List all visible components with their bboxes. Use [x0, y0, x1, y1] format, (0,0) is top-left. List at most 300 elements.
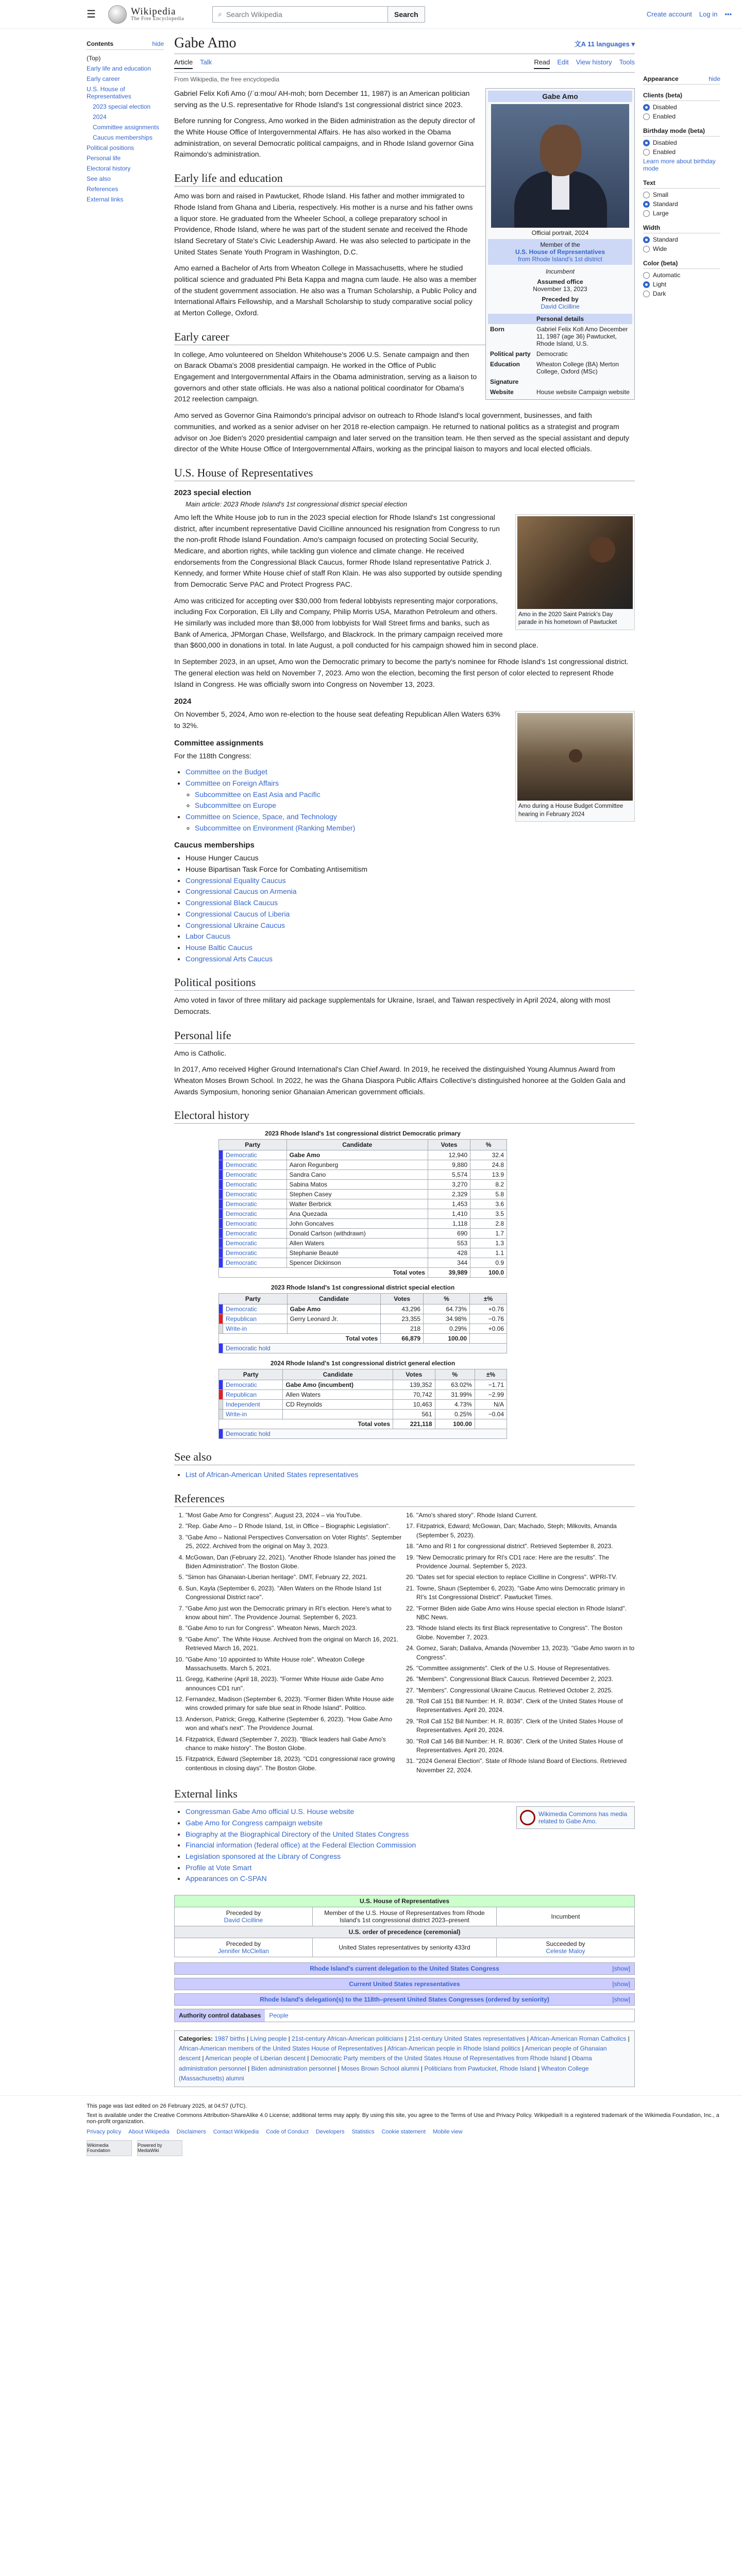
radio-icon [643, 149, 650, 156]
footer-link[interactable]: Code of Conduct [266, 2128, 309, 2135]
radio-icon [643, 140, 650, 146]
photo-caption: Official portrait, 2024 [531, 229, 589, 236]
infobox-row [488, 349, 632, 359]
party-cell[interactable]: Write-in [223, 1324, 288, 1334]
globe-icon [108, 5, 127, 24]
total-percent: 100.00 [424, 1334, 470, 1344]
reference-item[interactable]: 21. Towne, Shaun (September 6, 2023). "Gabe Amo wins Democratic primary in RI's 1st Congressional District". Pawtucket Times. [416, 1584, 635, 1602]
tab-article[interactable]: Article [174, 58, 193, 69]
succession-box: U.S. House of Representatives Preceded by David Cicilline Member of the U.S. House of Representatives from Rhode Island's 1st congressional district 2023–present Incumbent U.S. order of precedence (ceremonial) Preceded by Jennifer McClellan United States representatives by seniority 433rd Succeeded by Celeste Maloy [174, 1895, 635, 1957]
option-label: Small [653, 191, 669, 198]
party-color-swatch [219, 1170, 223, 1180]
tab-edit[interactable]: Edit [557, 58, 569, 66]
party-color-swatch [219, 1314, 223, 1324]
candidate-cell: CD Reynolds [283, 1400, 393, 1410]
official-portrait[interactable] [491, 104, 629, 228]
category-link[interactable]: Living people [250, 2035, 287, 2043]
color-option[interactable] [643, 290, 720, 297]
party-cell[interactable]: Democratic [223, 1258, 287, 1268]
candidate-cell: Ana Quezada [286, 1209, 428, 1219]
party-cell[interactable]: Republican [223, 1314, 288, 1324]
votes-cell: 9,880 [428, 1160, 470, 1170]
candidate-cell [283, 1410, 393, 1419]
category-link[interactable]: Democratic Party members of the United States House of Representatives from Rhode Island [310, 2055, 567, 2062]
reference-item[interactable]: 11. Gregg, Katherine (April 18, 2023). "Former White House aide Gabe Amo announces CD1 run". [185, 1675, 404, 1693]
reference-item[interactable]: 28. "Roll Call 151 Bill Number: H. R. 8034". Clerk of the United States House of Representatives. April 20, 2024. [416, 1697, 635, 1715]
subcommittee-link[interactable]: Subcommittee on Environment (Ranking Member) [195, 823, 356, 832]
subcommittee-link[interactable]: Subcommittee on Europe [195, 801, 276, 810]
section-heading: Early career [174, 330, 635, 345]
prefs-option[interactable] [643, 148, 720, 156]
parade-photo[interactable] [517, 516, 633, 609]
section-heading: External links [174, 1787, 635, 1802]
election-header: % [435, 1369, 475, 1380]
category-link[interactable]: Moses Brown School alumni [341, 2064, 419, 2072]
footer-link[interactable]: Mobile view [433, 2128, 463, 2135]
candidate-cell: Allen Waters [283, 1390, 393, 1400]
commons-icon [520, 1810, 535, 1825]
party-cell[interactable]: Write-in [223, 1410, 283, 1419]
footer-badge[interactable]: Wikimedia Foundation [87, 2140, 132, 2156]
reference-item[interactable]: 31. "2024 General Election". State of Rhode Island Board of Elections. Retrieved November 22, 2024. [416, 1757, 635, 1775]
footer-link[interactable]: Privacy policy [87, 2128, 122, 2135]
votes-cell: 344 [428, 1258, 470, 1268]
radio-icon [643, 210, 650, 217]
subsection-heading: Caucus memberships [174, 841, 255, 850]
toc-item[interactable]: 2023 special election [93, 103, 151, 110]
paragraph: Amo was born and raised in Pawtucket, Rhode Island. His father and mother immigrated to Rhode Island from Ghana and Liberia, respectively. His mother is a nurse and his father owns a liquor store. He graduated from the Wheeler School, a college preparatory school in Providence, Rhode Island, where he was part of the student senate and received the Rhode Island Secretary of State's Civic Leadership Award. He was also selected to participate in the United States Senate Youth Program in Washington, D.C. [174, 192, 473, 256]
votes-cell: 218 [381, 1324, 424, 1334]
percent-cell: 31.99% [435, 1390, 475, 1400]
navbox-show-button[interactable]: [show] [612, 1996, 630, 2004]
infobox-row-label: Born [490, 326, 504, 333]
reference-item[interactable]: 10. "Gabe Amo '10 appointed to White House role". Wheaton College Massachusetts. March 5, 2021. [185, 1655, 404, 1673]
total-row [219, 1268, 507, 1278]
election-row [219, 1410, 507, 1419]
reference-item[interactable]: 2. "Rep. Gabe Amo – D Rhode Island, 1st, in Office – Biographic Legislation". [185, 1522, 404, 1531]
infobox-row [488, 387, 632, 397]
election-caption: 2024 Rhode Island's 1st congressional district general election [270, 1360, 456, 1367]
category-link[interactable]: African-American people in Rhode Island politics [387, 2045, 520, 2053]
toc-item[interactable]: (Top) [87, 55, 101, 62]
reference-item[interactable]: 24. Gomez, Sarah; Dallalva, Amanda (November 13, 2023). "Gabe Amo sworn in to Congress". [416, 1644, 635, 1662]
caucus-item [185, 931, 635, 942]
hold-label[interactable]: Democratic hold [223, 1429, 507, 1439]
predecessor-link[interactable]: David Cicilline [541, 303, 580, 310]
percent-cell: 34.98% [424, 1314, 470, 1324]
election-header: ±% [475, 1369, 507, 1380]
category-link[interactable]: Politicians from Pawtucket, Rhode Island [424, 2064, 536, 2072]
office-band: Member of the U.S. House of Representatives from Rhode Island's 1st district [488, 239, 632, 265]
tab-view-history[interactable]: View history [576, 58, 612, 66]
infobox-name: Gabe Amo [488, 91, 632, 102]
learn-more-link[interactable]: Learn more about birthday mode [643, 158, 716, 172]
reference-item[interactable]: 22. "Former Biden aide Gabe Amo wins House special election in Rhode Island". NBC News. [416, 1604, 635, 1622]
caucus-item [185, 954, 635, 965]
votes-cell: 1,410 [428, 1209, 470, 1219]
radio-icon [643, 272, 650, 279]
reference-item[interactable]: 3. "Gabe Amo – National Perspectives Conversation on Voter Rights". September 25, 2022. Archived from the original on May 3, 2023. [185, 1533, 404, 1551]
navbox-title [175, 1963, 634, 1974]
party-cell[interactable]: Democratic [223, 1170, 287, 1180]
total-label: Total votes [219, 1268, 428, 1278]
party-color-swatch [219, 1344, 223, 1353]
paragraph: Amo was criticized for accepting over $30,000 from federal lobbyists representing major corporations, including Fox Corporation, Eli Lilly and Company, Philip Morris USA, Marathon Petroleum and others. He similarly was included more than $8,000 from lobbyists for Wall Street firms and banks, such as Bank of America, JPMorgan Chase, Wellsfargo, and Blackrock. In the primary campaign received more than $600,000 in donations in total. In late August, a poll conducted for his campaign showed him in second place. [174, 596, 538, 650]
toc-item[interactable]: References [87, 185, 119, 193]
percent-cell: 8.2 [470, 1180, 507, 1190]
caucus-item [185, 864, 635, 875]
hold-row [219, 1344, 507, 1353]
reference-item[interactable]: 5. "Simon has Ghanaian-Liberian heritage". DMT, February 22, 2021. [185, 1573, 404, 1582]
percent-cell: 0.25% [435, 1410, 475, 1419]
see-also-link[interactable]: List of African-American United States representatives [185, 1470, 359, 1479]
party-color-swatch [219, 1380, 223, 1390]
footer-link[interactable]: Developers [315, 2128, 345, 2135]
committee-link[interactable]: Committee on Foreign Affairs [185, 778, 279, 787]
tab-tools[interactable]: Tools [619, 58, 635, 66]
percent-cell: 0.9 [470, 1258, 507, 1268]
percent-cell: 0.29% [424, 1324, 470, 1334]
toc-item[interactable]: See also [87, 175, 111, 182]
infobox-row [488, 324, 632, 349]
language-button[interactable]: 文A 11 languages ▾ [574, 40, 635, 48]
width-option[interactable] [643, 236, 720, 243]
caucus-link[interactable]: House Baltic Caucus [185, 943, 252, 952]
caucus-link[interactable]: Congressional Arts Caucus [185, 954, 273, 963]
caucus-item [185, 942, 635, 954]
party-cell[interactable]: Democratic [223, 1150, 287, 1160]
party-color-swatch [219, 1258, 223, 1268]
toc-item[interactable]: Committee assignments [93, 124, 159, 131]
radio-icon [643, 246, 650, 252]
votes-cell: 690 [428, 1229, 470, 1239]
party-color-swatch [219, 1324, 223, 1334]
license-text: Text is available under the Creative Commons Attribution-ShareAlike 4.0 License; additional terms may apply. By using this site, you agree to the Terms of Use and Privacy Policy. Wikipedia® is a registered trademark of the Wikimedia Foundation, Inc., a non-profit organization. [87, 2112, 719, 2125]
party-cell[interactable]: Democratic [223, 1199, 287, 1209]
party-color-swatch [219, 1239, 223, 1248]
election-caption: 2023 Rhode Island's 1st congressional district special election [271, 1284, 455, 1292]
reference-item[interactable]: 9. "Gabe Amo". The White House. Archived from the original on March 16, 2021. Retrieved March 16, 2021. [185, 1635, 404, 1653]
reference-item[interactable]: 29. "Roll Call 152 Bill Number: H. R. 8035". Clerk of the United States House of Representatives. April 20, 2024. [416, 1717, 635, 1735]
category-links: Categories: 1987 births | Living people | 21st-century African-American politicians | 21st-century United States representatives | African-American Roman Catholics | African-American members of the United States House of Representatives | African-American people in Rhode Island politics | American people of Ghanaian descent | American people of Liberian descent | Democratic Party members of the United States House of Representatives from Rhode Island | Obama administration personnel | Biden administration personnel | Moses Brown School alumni | Politicians from Pawtucket, Rhode Island | Wheaton College (Massachusetts) alumni [174, 2030, 635, 2087]
category-link[interactable]: Obama administration personnel [179, 2055, 592, 2072]
external-link-item [185, 1829, 635, 1840]
caucus-link[interactable]: Congressional Caucus on Armenia [185, 887, 297, 896]
party-cell[interactable]: Democratic [223, 1209, 287, 1219]
prefs-option[interactable] [643, 139, 720, 146]
reference-item[interactable]: 27. "Members". Congressional Ukraine Caucus. Retrieved October 2, 2025. [416, 1686, 635, 1695]
succession-header: U.S. House of Representatives [175, 1895, 635, 1907]
text-option[interactable] [643, 210, 720, 217]
party-cell[interactable]: Democratic [223, 1160, 287, 1170]
reference-item[interactable]: 19. "New Democratic primary for RI's CD1 race: Here are the results". The Providence Journal. September 5, 2023. [416, 1553, 635, 1571]
caucus-link[interactable]: Congressional Black Caucus [185, 899, 278, 907]
main-menu-icon[interactable]: ☰ [87, 9, 96, 20]
party-color-swatch [219, 1160, 223, 1170]
external-link[interactable]: Profile at Vote Smart [185, 1863, 252, 1872]
header-link[interactable]: Create account [646, 10, 692, 18]
reference-item[interactable]: 4. McGowan, Dan (February 22, 2021). "Another Rhode Islander has joined the Biden Administration". The Boston Globe. [185, 1553, 404, 1571]
party-cell[interactable]: Democratic [223, 1248, 287, 1258]
toc-item[interactable]: Early career [87, 75, 120, 82]
footer-link[interactable]: Statistics [351, 2128, 375, 2135]
percent-cell: 1.7 [470, 1229, 507, 1239]
category-link[interactable]: American people of Ghanaian descent [179, 2045, 607, 2062]
votes-cell: 23,355 [381, 1314, 424, 1324]
hatnote[interactable]: Main article: 2023 Rhode Island's 1st congressional district special election [185, 500, 408, 508]
party-cell[interactable]: Democratic [223, 1190, 287, 1199]
header-link[interactable]: ••• [724, 10, 732, 18]
clients-option[interactable] [643, 104, 720, 111]
election-row [219, 1304, 507, 1314]
party-cell[interactable]: Democratic [223, 1304, 288, 1314]
option-label: Disabled [653, 139, 677, 146]
external-link[interactable]: Legislation sponsored at the Library of Congress [185, 1852, 341, 1860]
option-label: Standard [653, 200, 678, 208]
reference-item[interactable]: 26. "Members". Congressional Black Caucus. Retrieved December 2, 2023. [416, 1675, 635, 1684]
option-label: Wide [653, 245, 667, 252]
candidate-cell: Aaron Regunberg [286, 1160, 428, 1170]
footer-link[interactable]: Contact Wikipedia [213, 2128, 259, 2135]
text-option[interactable] [643, 200, 720, 208]
party-cell[interactable]: Democratic [223, 1239, 287, 1248]
reference-item[interactable]: 25. "Committee assignments". Clerk of the U.S. House of Representatives. [416, 1664, 635, 1673]
candidate-cell: Gabe Amo [287, 1304, 381, 1314]
section-heading: See also [174, 1450, 635, 1465]
election-header: Party [219, 1369, 283, 1380]
election-row [219, 1180, 507, 1190]
party-color-swatch [219, 1199, 223, 1209]
section-heading: U.S. House of Representatives [174, 466, 635, 481]
toc-item[interactable]: Personal life [87, 155, 121, 162]
text-option[interactable] [643, 191, 720, 198]
category-link[interactable]: African-American members of the United States House of Representatives [179, 2045, 383, 2053]
party-cell[interactable]: Democratic [223, 1229, 287, 1239]
reference-item[interactable]: 6. Sun, Kayla (September 6, 2023). "Allen Waters on the Rhode Island 1st Congressional District race". [185, 1584, 404, 1602]
reference-item[interactable]: 20. "Dates set for special election to replace Cicilline in Congress". WPRI-TV. [416, 1573, 635, 1582]
election-row [219, 1258, 507, 1268]
candidate-cell: Sabina Matos [286, 1180, 428, 1190]
category-link[interactable]: Biden administration personnel [251, 2064, 336, 2072]
appearance-hide-button[interactable]: hide [709, 75, 720, 82]
total-votes: 39,989 [428, 1268, 470, 1278]
color-option[interactable] [643, 281, 720, 288]
caucus-link[interactable]: Congressional Ukraine Caucus [185, 921, 285, 929]
election-tables [174, 1128, 635, 1439]
total-percent: 100.00 [435, 1419, 475, 1429]
caucus-link[interactable]: Labor Caucus [185, 932, 231, 941]
total-row [219, 1419, 507, 1429]
swing-cell: −2.99 [475, 1390, 507, 1400]
swing-cell: −1.71 [475, 1380, 507, 1390]
color-option[interactable] [643, 272, 720, 279]
subsection-heading: 2024 [174, 697, 192, 706]
party-color-swatch [219, 1229, 223, 1239]
navbox-title-text[interactable]: Current United States representatives [349, 1980, 460, 1988]
external-link-item [185, 1862, 635, 1874]
footer-link[interactable]: Disclaimers [176, 2128, 206, 2135]
election-row [219, 1160, 507, 1170]
committee-link[interactable]: Committee on the Budget [185, 768, 267, 776]
reference-list [174, 1511, 635, 1776]
election-row [219, 1314, 507, 1324]
candidate-cell: Sandra Cano [286, 1170, 428, 1180]
navbox [174, 1962, 635, 1975]
see-also-item [185, 1469, 635, 1481]
appearance-panel: Appearance hide Clients (beta) Disabled Enabled Birthday mode (beta) Disabled Enabled Learn more about birthday mode Text Small Standard Large Width Standard Wide Color (beta) Automatic Light Dark [643, 75, 720, 297]
category-link[interactable]: American people of Liberian descent [205, 2055, 306, 2062]
paragraph: Amo earned a Bachelor of Arts from Wheaton College in Massachusetts, where he studied political science and graduated Phi Beta Kappa and magna cum laude. He also was a member of the student government association. He also was a Truman Scholarship, a Public Policy and International Affairs Fellowship, and a Marshall Scholarship to study comparative social policy at Merton College, Oxford. [174, 264, 477, 317]
reference-item[interactable]: 18. "Amo and RI 1 for congressional district". Retrieved September 8, 2023. [416, 1542, 635, 1551]
toc-item[interactable]: 2024 [93, 113, 107, 121]
external-link[interactable]: Congressman Gabe Amo official U.S. House website [185, 1807, 355, 1816]
category-link[interactable]: African-American Roman Catholics [530, 2035, 627, 2043]
header-link[interactable]: Log in [699, 10, 718, 18]
category-link[interactable]: 21st-century United States representatives [408, 2035, 526, 2043]
reference-item[interactable]: 1. "Most Gabe Amo for Congress". August 23, 2024 – via YouTube. [185, 1511, 404, 1520]
hold-label[interactable]: Democratic hold [223, 1344, 507, 1353]
election-row [219, 1209, 507, 1219]
search-button[interactable]: Search [387, 6, 425, 23]
reference-item[interactable]: 16. "Amo's shared story". Rhode Island Current. [416, 1511, 635, 1520]
election-row [219, 1390, 507, 1400]
paragraph: Amo voted in favor of three military aid package supplementals for Ukraine, Israel, and Taiwan respectively in April 2024, along with most Democrats. [174, 996, 611, 1015]
candidate-cell: Spencer Dickinson [286, 1258, 428, 1268]
party-color-swatch [219, 1209, 223, 1219]
infobox-row-label: Website [490, 388, 514, 396]
toc-item[interactable]: External links [87, 196, 124, 203]
tagline: The Free Encyclopedia [131, 16, 184, 22]
party-cell[interactable]: Democratic [223, 1180, 287, 1190]
navbox-title-text[interactable]: Rhode Island's delegation(s) to the 118th–present United States Congresses (ordered by seniority) [260, 1996, 549, 2004]
infobox-row-label: Political party [490, 350, 531, 358]
candidate-cell: Gabe Amo [286, 1150, 428, 1160]
footer-link[interactable]: About Wikipedia [128, 2128, 170, 2135]
total-votes: 221,118 [393, 1419, 435, 1429]
option-label: Dark [653, 290, 666, 297]
search-icon: ⌕ [218, 10, 222, 18]
toc-item[interactable]: Electoral history [87, 165, 131, 172]
party-color-swatch [219, 1429, 223, 1439]
figure-caption: Amo in the 2020 Saint Patrick's Day parade in his hometown of Pawtucket [518, 611, 617, 626]
toc-item[interactable]: U.S. House of Representatives [87, 86, 131, 100]
reference-item[interactable]: 23. "Rhode Island elects its first Black representative to Congress". The Boston Globe. November 7, 2023. [416, 1624, 635, 1642]
radio-icon [643, 201, 650, 208]
party-cell[interactable]: Independent [223, 1400, 283, 1410]
external-link[interactable]: Appearances on C-SPAN [185, 1874, 267, 1883]
width-option[interactable] [643, 245, 720, 252]
subsection-heading: Committee assignments [174, 738, 264, 748]
reference-item[interactable]: 15. Fitzpatrick, Edward (September 18, 2023). "CD1 congressional race growing contentious in closing days". The Boston Globe. [185, 1755, 404, 1773]
toc-item[interactable]: Caucus memberships [93, 134, 153, 141]
votes-cell: 10,463 [393, 1400, 435, 1410]
authority-control: Authority control databases People [174, 2009, 635, 2022]
reference-item[interactable]: 17. Fitzpatrick, Edward; McGowan, Dan; Machado, Steph; Milkovits, Amanda (September 5, 2023). [416, 1522, 635, 1540]
search-input[interactable] [212, 6, 387, 23]
navbox-show-button[interactable]: [show] [612, 1965, 630, 1973]
reference-item[interactable]: 12. Fernandez, Madison (September 6, 2023). "Former Biden White House aide wins crowded primary for safe blue seat in Rhode Island". Politico. [185, 1695, 404, 1713]
footer-badge[interactable]: Powered by MediaWiki [137, 2140, 182, 2156]
election-header: % [424, 1294, 470, 1304]
votes-cell: 139,352 [393, 1380, 435, 1390]
footer-link[interactable]: Cookie statement [381, 2128, 426, 2135]
caucus-link: House Bipartisan Task Force for Combating Antisemitism [185, 865, 367, 874]
percent-cell: 3.5 [470, 1209, 507, 1219]
election-row [219, 1239, 507, 1248]
toc-item[interactable]: Political positions [87, 144, 134, 151]
reference-item[interactable]: 7. "Gabe Amo just won the Democratic primary in RI's election. Here's what to know about him". The Providence Journal. September 6, 2023. [185, 1604, 404, 1622]
candidate-cell [287, 1324, 381, 1334]
subcommittee-link[interactable]: Subcommittee on East Asia and Pacific [195, 790, 321, 799]
option-label: Standard [653, 236, 678, 243]
party-color-swatch [219, 1390, 223, 1400]
infobox-row-value: House website Campaign website [536, 388, 630, 396]
hearing-photo[interactable] [517, 713, 633, 801]
radio-icon [643, 291, 650, 297]
election-row [219, 1219, 507, 1229]
party-cell[interactable]: Democratic [223, 1219, 287, 1229]
caucus-item [185, 920, 635, 931]
external-link[interactable]: Gabe Amo for Congress campaign website [185, 1818, 323, 1827]
reference-item[interactable]: 13. Anderson, Patrick; Gregg, Katherine (September 6, 2023). "How Gabe Amo won and what's next". The Providence Journal. [185, 1715, 404, 1733]
paragraph: In September 2023, in an upset, Amo won the Democratic primary to become the party's nominee for Rhode Island's 1st congressional district. The general election was held on November 7, 2023. Amo won the election, becoming the first person of color elected to represent Rhode Island in Congress. He was officially sworn into Congress on November 13, 2023. [174, 657, 629, 688]
category-link[interactable]: 21st-century African-American politicians [292, 2035, 403, 2043]
see-also-list [174, 1469, 635, 1481]
party-cell[interactable]: Republican [223, 1390, 283, 1400]
reference-item[interactable]: 30. "Roll Call 146 Bill Number: H. R. 8036". Clerk of the United States House of Representatives. April 20, 2024. [416, 1737, 635, 1755]
infobox-row-label: Education [490, 361, 520, 368]
toc-hide-button[interactable]: hide [152, 40, 164, 47]
party-color-swatch [219, 1180, 223, 1190]
radio-icon [643, 236, 650, 243]
candidate-cell: Gabe Amo (incumbent) [283, 1380, 393, 1390]
votes-cell: 561 [393, 1410, 435, 1419]
election-header: Votes [428, 1140, 470, 1150]
category-link[interactable]: 1987 births [214, 2035, 245, 2043]
reference-item[interactable]: 8. "Gabe Amo to run for Congress". Wheaton News, March 2023. [185, 1624, 404, 1633]
tab-read[interactable]: Read [534, 58, 550, 69]
navbox-show-button[interactable]: [show] [612, 1980, 630, 1988]
paragraph: On November 5, 2024, Amo won re-election to the house seat defeating Republican Allen Waters 63% to 32%. [174, 710, 500, 730]
votes-cell: 5,574 [428, 1170, 470, 1180]
swing-cell: +0.06 [470, 1324, 507, 1334]
paragraph: Amo left the White House job to run in the 2023 special election for Rhode Island's 1st congressional district, after incumbent representative David Cicilline announced his resignation from Congress to run the non-profit Rhode Island Foundation. Amo's campaign focused on protecting Social Security, Medicare, and abortion rights, while tackling gun violence and climate change. He received endorsements from the Congressional Black Caucus, former Rhode Island representative Patrick J. Kennedy, and former White House chief of staff Ron Klain. He was also supported by outside spending from Democratic Serve PAC and Protect Progress PAC. [174, 513, 502, 588]
last-edited: This page was last edited on 26 February 2025, at 04:57 (UTC). [87, 2103, 247, 2109]
caucus-link[interactable]: Congressional Equality Caucus [185, 876, 286, 885]
external-link[interactable]: Biography at the Biographical Directory of the United States Congress [185, 1829, 409, 1838]
committee-link[interactable]: Committee on Science, Space, and Technology [185, 812, 337, 821]
reference-item[interactable]: 14. Fitzpatrick, Edward (September 7, 2023). "Black leaders hail Gabe Amo's chance to make history". The Boston Globe. [185, 1735, 404, 1753]
option-label: Enabled [653, 113, 676, 120]
election-row [219, 1199, 507, 1209]
wikipedia-logo[interactable] [108, 5, 206, 24]
caucus-link[interactable]: Congressional Caucus of Liberia [185, 909, 290, 918]
personal-details-header: Personal details [488, 314, 632, 324]
election-row [219, 1248, 507, 1258]
navbox-title-text[interactable]: Rhode Island's current delegation to the United States Congress [310, 1965, 499, 1973]
subcommittee-item [195, 823, 635, 834]
party-cell[interactable]: Democratic [223, 1380, 283, 1390]
article-content [164, 29, 643, 2095]
external-link[interactable]: Financial information (federal office) at the Federal Election Commission [185, 1841, 416, 1850]
tab-talk[interactable]: Talk [200, 58, 212, 66]
candidate-cell: Stephanie Beauté [286, 1248, 428, 1258]
infobox-row-value: Gabriel Felix Kofi Amo December 11, 1987 (age 36) Pawtucket, Rhode Island, U.S. [536, 326, 628, 347]
clients-option[interactable] [643, 113, 720, 120]
percent-cell: 63.02% [435, 1380, 475, 1390]
toc-item[interactable]: Early life and education [87, 65, 151, 72]
category-link[interactable]: Wheaton College (Massachusetts) alumni [179, 2064, 589, 2082]
